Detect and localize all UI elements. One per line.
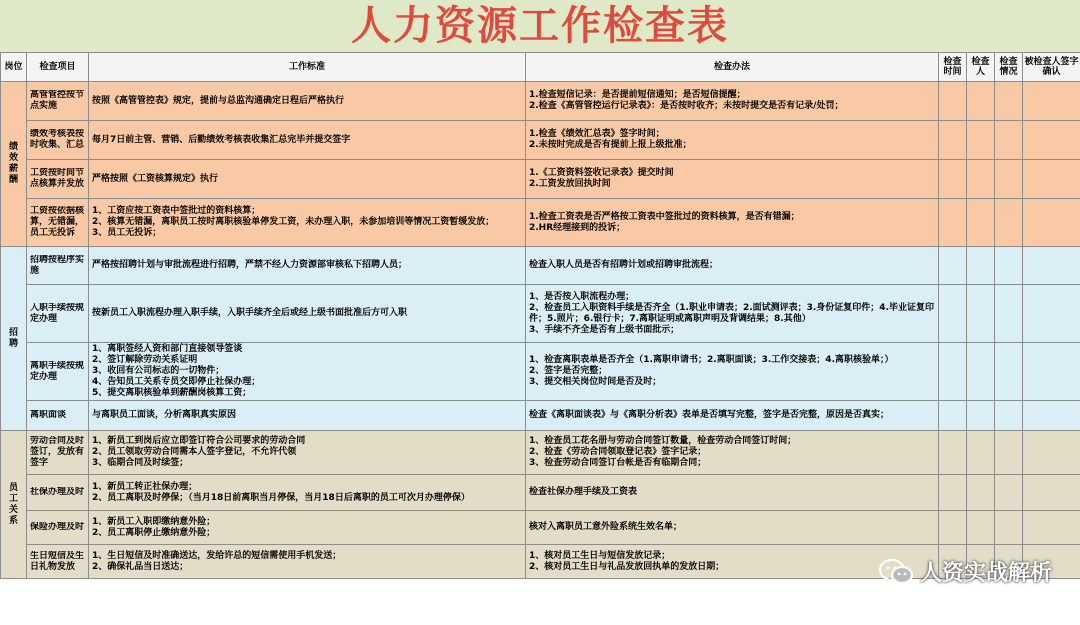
check-item-cell <box>27 343 89 401</box>
method-line: 2、检查员工入职资料手续是否齐全（1.职业申请表；2.面试测评表；3.身份证复印件；4.毕业证复印件；5.照片；6.银行卡；7.离职证明或离职声明及背调结果；8.其他） <box>529 302 934 324</box>
method-line: 1、检查员工花名册与劳动合同签订数量，检查劳动合同签订时间； <box>529 436 797 446</box>
check-status-cell[interactable] <box>995 401 1023 431</box>
header-item: 检查项目 <box>27 53 89 82</box>
check-time-cell[interactable] <box>939 511 967 545</box>
header-position: 岗位 <box>1 53 27 82</box>
method-cell <box>526 199 939 247</box>
standard-line: 1、生日短信及时准确送达，发给许总的短信需使用手机发送； <box>92 550 342 561</box>
check-status-cell[interactable] <box>995 199 1023 247</box>
standard-cell <box>89 121 526 160</box>
standard-line: 与离职员工面谈，分析离职真实原因 <box>92 410 237 420</box>
method-line: 3、检查劳动合同签订台帐是否有临期合同； <box>529 458 707 468</box>
table-row <box>1 511 1080 545</box>
standard-cell <box>89 511 526 545</box>
check-item: 社保办理及时 <box>30 487 85 497</box>
check-status-cell[interactable] <box>995 511 1023 545</box>
checker-cell[interactable] <box>967 199 995 247</box>
method-line: 检查社保办理手续及工资表 <box>529 487 638 497</box>
method-cell <box>526 160 939 199</box>
inspection-table <box>0 52 1080 579</box>
standard-line: 2、核算无错漏，离职员工按时离职核验单停发工资，未办理入职，未参加培训等情况工资暂缓发放； <box>92 217 495 227</box>
standard-cell <box>89 199 526 247</box>
method-cell <box>526 511 939 545</box>
standard-line: 3、临期合同及时续签； <box>92 458 189 468</box>
check-time-cell[interactable] <box>939 343 967 401</box>
standard-cell <box>89 475 526 511</box>
method-cell <box>526 343 939 401</box>
check-item: 招聘按程序实施 <box>30 254 85 276</box>
check-item-cell <box>27 160 89 199</box>
check-item-cell <box>27 475 89 511</box>
position-cell <box>1 247 27 431</box>
header-signature: 被检查人签字确认 <box>1023 53 1080 82</box>
signature-cell[interactable] <box>1023 431 1080 475</box>
check-time-cell[interactable] <box>939 82 967 121</box>
check-item: 离职面谈 <box>30 410 67 420</box>
table-row <box>1 343 1080 401</box>
standard-line: 3、员工无投诉； <box>92 228 162 238</box>
check-status-cell[interactable] <box>995 343 1023 401</box>
standard-cell <box>89 343 526 401</box>
signature-cell[interactable] <box>1023 343 1080 401</box>
method-cell <box>526 475 939 511</box>
method-line: 2.检查《高管管控运行记录表》：是否按时收齐；未按时提交是否有记录/处罚； <box>529 101 844 111</box>
standard-line: 4、告知员工关系专员交即停止社保办理； <box>92 377 261 387</box>
standard-line: 1、工资应按工资表中签批过的资料核算； <box>92 206 261 216</box>
standard-line: 2、员工领取劳动合同需本人签字登记，不允许代领 <box>92 447 297 457</box>
checker-cell[interactable] <box>967 160 995 199</box>
title-bar <box>0 0 1080 53</box>
checker-cell[interactable] <box>967 285 995 343</box>
position-cell <box>1 431 27 579</box>
signature-cell[interactable] <box>1023 401 1080 431</box>
method-line: 2、检查《劳动合同领取登记表》签字记录； <box>529 447 707 457</box>
header-standard: 工作标准 <box>89 53 526 82</box>
standard-line: 1、新员工到岗后应立即签订符合公司要求的劳动合同 <box>92 436 306 446</box>
position-label: 员工关系 <box>8 482 18 526</box>
header-check-status: 检查情况 <box>995 53 1023 82</box>
checker-cell[interactable] <box>967 401 995 431</box>
standard-cell <box>89 285 526 343</box>
check-status-cell[interactable] <box>995 285 1023 343</box>
table-row <box>1 475 1080 511</box>
standard-cell <box>89 431 526 475</box>
check-time-cell[interactable] <box>939 285 967 343</box>
method-line: 1.检查工资表是否严格按工资表中签批过的资料核算，是否有错漏； <box>529 211 800 222</box>
check-item-cell <box>27 247 89 285</box>
method-cell <box>526 545 939 579</box>
check-time-cell[interactable] <box>939 121 967 160</box>
table-row <box>1 199 1080 247</box>
check-item-cell <box>27 511 89 545</box>
signature-cell[interactable] <box>1023 285 1080 343</box>
standard-cell <box>89 82 526 121</box>
check-time-cell[interactable] <box>939 475 967 511</box>
standard-line: 每月7日前主管、营销、后勤绩效考核表收集汇总完毕并提交签字 <box>92 134 351 145</box>
check-item-cell <box>27 431 89 475</box>
standard-cell <box>89 545 526 579</box>
signature-cell[interactable] <box>1023 475 1080 511</box>
method-line: 1、核对员工生日与短信发放记录； <box>529 550 671 561</box>
check-time-cell[interactable] <box>939 160 967 199</box>
signature-cell[interactable] <box>1023 511 1080 545</box>
check-item: 工资按依据核算，无错漏，员工无投诉 <box>30 206 85 238</box>
table-row <box>1 431 1080 475</box>
check-item-cell <box>27 121 89 160</box>
method-line: 1.检查短信记录：是否提前短信通知；是否短信提醒； <box>529 90 746 100</box>
position-label: 招聘 <box>8 327 18 349</box>
method-line: 1、检查离职表单是否齐全（1.离职申请书；2.离职面谈；3.工作交接表；4.离职核验单；） <box>529 355 894 365</box>
table-row <box>1 401 1080 431</box>
position-label: 绩效薪酬 <box>8 142 18 185</box>
method-line: 2、核对员工生日与礼品发放回执单的发放日期； <box>529 561 725 572</box>
table-row <box>1 247 1080 285</box>
method-line: 3、提交相关岗位时间是否及时； <box>529 377 662 387</box>
checker-cell[interactable] <box>967 511 995 545</box>
standard-cell <box>89 401 526 431</box>
checker-cell[interactable] <box>967 121 995 160</box>
table-row <box>1 82 1080 121</box>
method-line: 1、是否按入职流程办理； <box>529 291 635 302</box>
check-time-cell[interactable] <box>939 431 967 475</box>
method-line: 1.检查《绩效汇总表》签字时间； <box>529 129 665 139</box>
standard-line: 严格按招聘计划与审批流程进行招聘，严禁不经人力资源部审核私下招聘人员； <box>92 260 408 270</box>
check-item: 劳动合同及时签订，发放有签字 <box>30 436 85 468</box>
method-line: 检查《离职面谈表》与《离职分析表》表单是否填写完整，签字是否完整，原因是否真实； <box>529 410 890 420</box>
check-status-cell[interactable] <box>995 247 1023 285</box>
method-line: 核对入离职员工意外险系统生效名单； <box>529 522 683 532</box>
table-row <box>1 285 1080 343</box>
check-item: 离职手续按规定办理 <box>30 360 85 382</box>
method-line: 2.HR经理接到的投诉； <box>529 222 626 233</box>
standard-line: 2、员工离职停止缴纳意外险； <box>92 527 216 538</box>
standard-cell <box>89 160 526 199</box>
method-line: 2.工资发放回执时间 <box>529 179 611 189</box>
check-status-cell[interactable] <box>995 82 1023 121</box>
method-line: 检查入职人员是否有招聘计划或招聘审批流程； <box>529 260 719 270</box>
method-cell <box>526 82 939 121</box>
method-cell <box>526 121 939 160</box>
standard-line: 按照《高管管控表》规定，提前与总监沟通确定日程后严格执行 <box>92 95 345 106</box>
check-status-cell[interactable] <box>995 431 1023 475</box>
checker-cell[interactable] <box>967 431 995 475</box>
standard-line: 5、提交离职核验单到薪酬岗核算工资； <box>92 388 252 398</box>
standard-line: 2、签订解除劳动关系证明 <box>92 355 198 365</box>
standard-line: 严格按照《工资核算规定》执行 <box>92 173 219 184</box>
check-item: 绩效考核表按时收集、汇总 <box>30 129 85 150</box>
check-item-cell <box>27 82 89 121</box>
check-item: 入职手续按规定办理 <box>30 302 85 324</box>
signature-cell[interactable] <box>1023 199 1080 247</box>
check-item: 高管管控按节点实施 <box>30 90 85 111</box>
check-item-cell <box>27 199 89 247</box>
method-line: 2、签字是否完整； <box>529 366 608 376</box>
standard-line: 1、新员工转正社保办理； <box>92 481 198 492</box>
check-time-cell[interactable] <box>939 401 967 431</box>
signature-cell[interactable] <box>1023 247 1080 285</box>
checker-cell[interactable] <box>967 475 995 511</box>
method-cell <box>526 431 939 475</box>
signature-cell[interactable] <box>1023 82 1080 121</box>
check-item: 生日短信及生日礼物发放 <box>30 550 85 572</box>
check-status-cell[interactable] <box>995 475 1023 511</box>
standard-line: 2、员工离职及时停保；（当月18日前离职当月停保，当月18日后离职的员工可次月办理停保） <box>92 492 470 503</box>
signature-cell[interactable] <box>1023 121 1080 160</box>
method-line: 3、手续不齐全是否有上级书面批示； <box>529 324 680 335</box>
wechat-icon <box>878 558 914 586</box>
checker-cell[interactable] <box>967 343 995 401</box>
method-cell <box>526 285 939 343</box>
check-item: 保险办理及时 <box>30 522 85 532</box>
method-cell <box>526 247 939 285</box>
standard-line: 2、确保礼品当日送达； <box>92 561 189 572</box>
header-check-time: 检查时间 <box>939 53 967 82</box>
method-line: 2.未按时完成是否有提前上报上级批准； <box>529 140 692 150</box>
table-row <box>1 160 1080 199</box>
header-row <box>1 53 1080 82</box>
signature-cell[interactable] <box>1023 160 1080 199</box>
standard-line: 3、收回有公司标志的一切物件； <box>92 366 225 376</box>
table-row <box>1 121 1080 160</box>
header-method: 检查办法 <box>526 53 939 82</box>
standard-line: 1、离职签经人资和部门直接领导签谈 <box>92 344 243 354</box>
check-status-cell[interactable] <box>995 121 1023 160</box>
check-time-cell[interactable] <box>939 199 967 247</box>
standard-line: 1、新员工入职即缴纳意外险； <box>92 516 216 527</box>
sheet-title: 人力资源工作检查表 <box>351 3 729 49</box>
method-line: 1.《工资资料签收记录表》提交时间 <box>529 168 674 178</box>
check-item-cell <box>27 401 89 431</box>
standard-cell <box>89 247 526 285</box>
watermark-text: 人资实战解析 <box>919 561 1052 586</box>
check-time-cell[interactable] <box>939 247 967 285</box>
method-cell <box>526 401 939 431</box>
checker-cell[interactable] <box>967 82 995 121</box>
checker-cell[interactable] <box>967 247 995 285</box>
watermark <box>878 556 1052 587</box>
standard-line: 按新员工入职流程办理入职手续，入职手续齐全后或经上级书面批准后方可入职 <box>92 308 408 318</box>
position-cell <box>1 82 27 247</box>
check-item: 工资按时间节点核算并发放 <box>30 168 85 189</box>
header-checker: 检查人 <box>967 53 995 82</box>
check-status-cell[interactable] <box>995 160 1023 199</box>
check-item-cell <box>27 545 89 579</box>
check-item-cell <box>27 285 89 343</box>
